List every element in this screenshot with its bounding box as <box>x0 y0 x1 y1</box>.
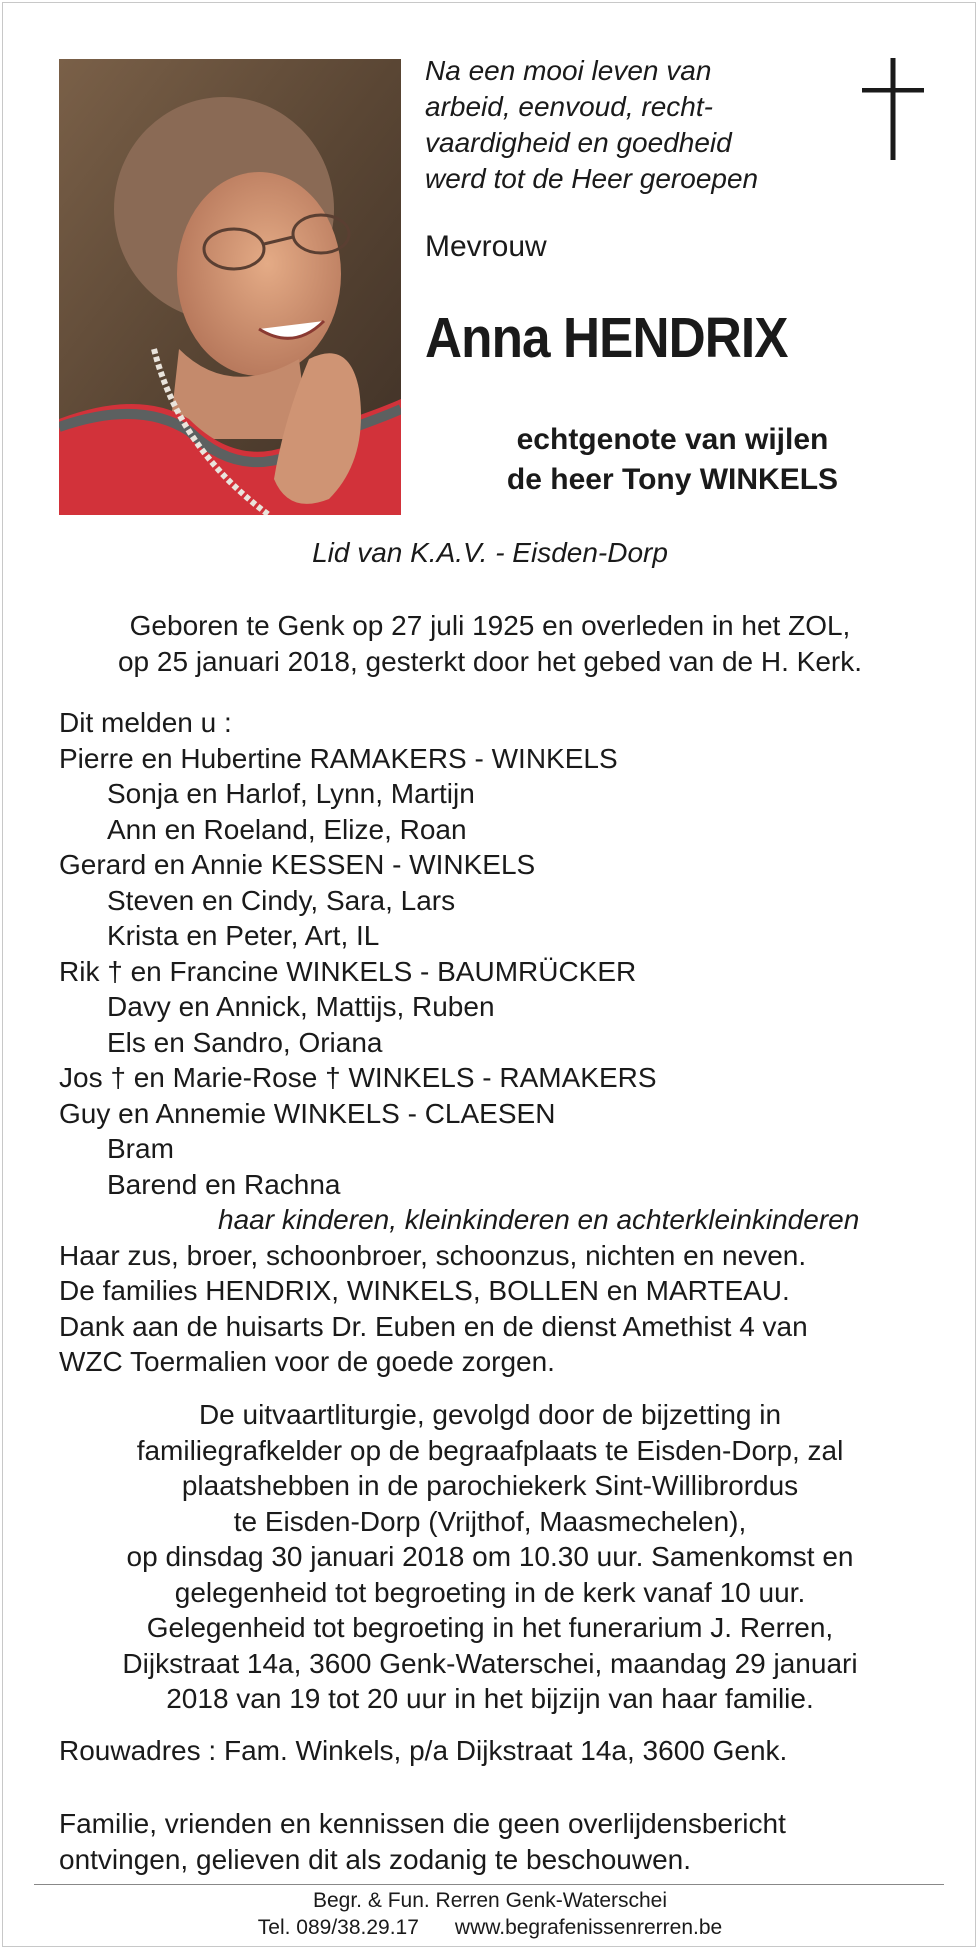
family-line: Pierre en Hubertine RAMAKERS - WINKELS <box>59 742 618 774</box>
family-line: Gerard en Annie KESSEN - WINKELS <box>59 849 536 880</box>
family-other: Dank aan de huisarts Dr. Euben en de dienst Amethist 4 van <box>59 1310 808 1342</box>
closing-notice <box>59 1806 786 1877</box>
family-line: Rik † en Francine WINKELS - BAUMRÜCKER <box>59 955 637 987</box>
family-other: Haar zus, broer, schoonbroer, schoonzus, nichten en neven. <box>59 1239 807 1271</box>
verse-line: Na een mooi leven van <box>425 55 712 86</box>
footer-divider <box>34 1884 944 1885</box>
family-line: Davy en Annick, Mattijs, Ruben <box>107 991 495 1022</box>
funeral-details <box>0 1397 980 1717</box>
ceremony-line: De uitvaartliturgie, gevolgd door de bijzetting in <box>198 1399 782 1430</box>
family-other: De families HENDRIX, WINKELS, BOLLEN en MARTEAU. <box>59 1275 790 1306</box>
mourning-address: Rouwadres : Fam. Winkels, p/a Dijkstraat 14a, 3600 Genk. <box>59 1735 788 1766</box>
verse-line: arbeid, eenvoud, recht- <box>425 91 713 122</box>
birth-line: Geboren te Genk op 27 juli 1925 en overleden in het ZOL, <box>129 610 851 641</box>
website-link[interactable]: www.begrafenissenrerren.be <box>454 1916 723 1939</box>
spouse-text: de heer Tony WINKELS <box>506 463 839 496</box>
family-line: Krista en Peter, Art, IL <box>107 920 380 951</box>
verse-line: vaardigheid en goedheid <box>425 127 732 158</box>
ceremony-line: Gelegenheid tot begroeting in het funerarium J. Rerren, <box>146 1612 834 1643</box>
ceremony-line: Dijkstraat 14a, 3600 Genk-Waterschei, maandag 29 januari <box>122 1647 858 1679</box>
family-line: Steven en Cindy, Sara, Lars <box>107 884 456 916</box>
footer <box>0 1887 980 1941</box>
phone-number: Tel. 089/38.29.17 <box>257 1916 419 1939</box>
memorial-verse <box>425 53 855 197</box>
family-line: Guy en Annemie WINKELS - CLAESEN <box>59 1097 556 1129</box>
family-line: Els en Sandro, Oriana <box>107 1026 383 1058</box>
ceremony-line: op dinsdag 30 januari 2018 om 10.30 uur. Samenkomst en <box>126 1541 854 1572</box>
family-line: Sonja en Harlof, Lynn, Martijn <box>107 778 475 809</box>
latin-cross-icon <box>862 58 924 165</box>
ceremony-line: plaatshebben in de parochiekerk Sint-Willibrordus <box>181 1470 799 1501</box>
birth-line: op 25 januari 2018, gesterkt door het gebed van de H. Kerk. <box>117 646 863 677</box>
ceremony-line: gelegenheid tot begroeting in de kerk vanaf 10 uur. <box>174 1576 806 1608</box>
family-line: Ann en Roeland, Elize, Roan <box>107 813 467 845</box>
birth-death-info <box>0 608 980 680</box>
spouse-line <box>425 420 920 500</box>
ceremony-line: 2018 van 19 tot 20 uur in het bijzijn van haar familie. <box>166 1683 814 1714</box>
portrait-photo <box>59 59 401 515</box>
honorific: Mevrouw <box>425 230 547 263</box>
membership: Lid van K.A.V. - Eisden-Dorp <box>312 537 668 568</box>
family-line: Barend en Rachna <box>107 1168 341 1200</box>
family-signature: haar kinderen, kleinkinderen en achterkleinkinderen <box>218 1204 860 1235</box>
spouse-text: echtgenote van wijlen <box>516 423 829 456</box>
family-list <box>59 705 959 1380</box>
footer-contact <box>0 1914 980 1941</box>
family-line: Bram <box>107 1133 174 1164</box>
verse-line: werd tot de Heer geroepen <box>425 163 759 194</box>
family-other: WZC Toermalien voor de goede zorgen. <box>59 1346 555 1377</box>
ceremony-line: familiegrafkelder op de begraafplaats te Eisden-Dorp, zal <box>136 1434 844 1466</box>
deceased-name: Anna HENDRIX <box>425 306 788 370</box>
family-line: Jos † en Marie-Rose † WINKELS - RAMAKERS <box>59 1062 657 1093</box>
funeral-home-name: Begr. & Fun. Rerren Genk-Waterschei <box>312 1889 668 1912</box>
ceremony-line: te Eisden-Dorp (Vrijthof, Maasmechelen), <box>233 1505 747 1537</box>
family-intro: Dit melden u : <box>59 707 232 738</box>
notice-line: ontvingen, gelieven dit als zodanig te beschouwen. <box>59 1843 691 1875</box>
notice-line: Familie, vrienden en kennissen die geen overlijdensbericht <box>59 1808 786 1839</box>
